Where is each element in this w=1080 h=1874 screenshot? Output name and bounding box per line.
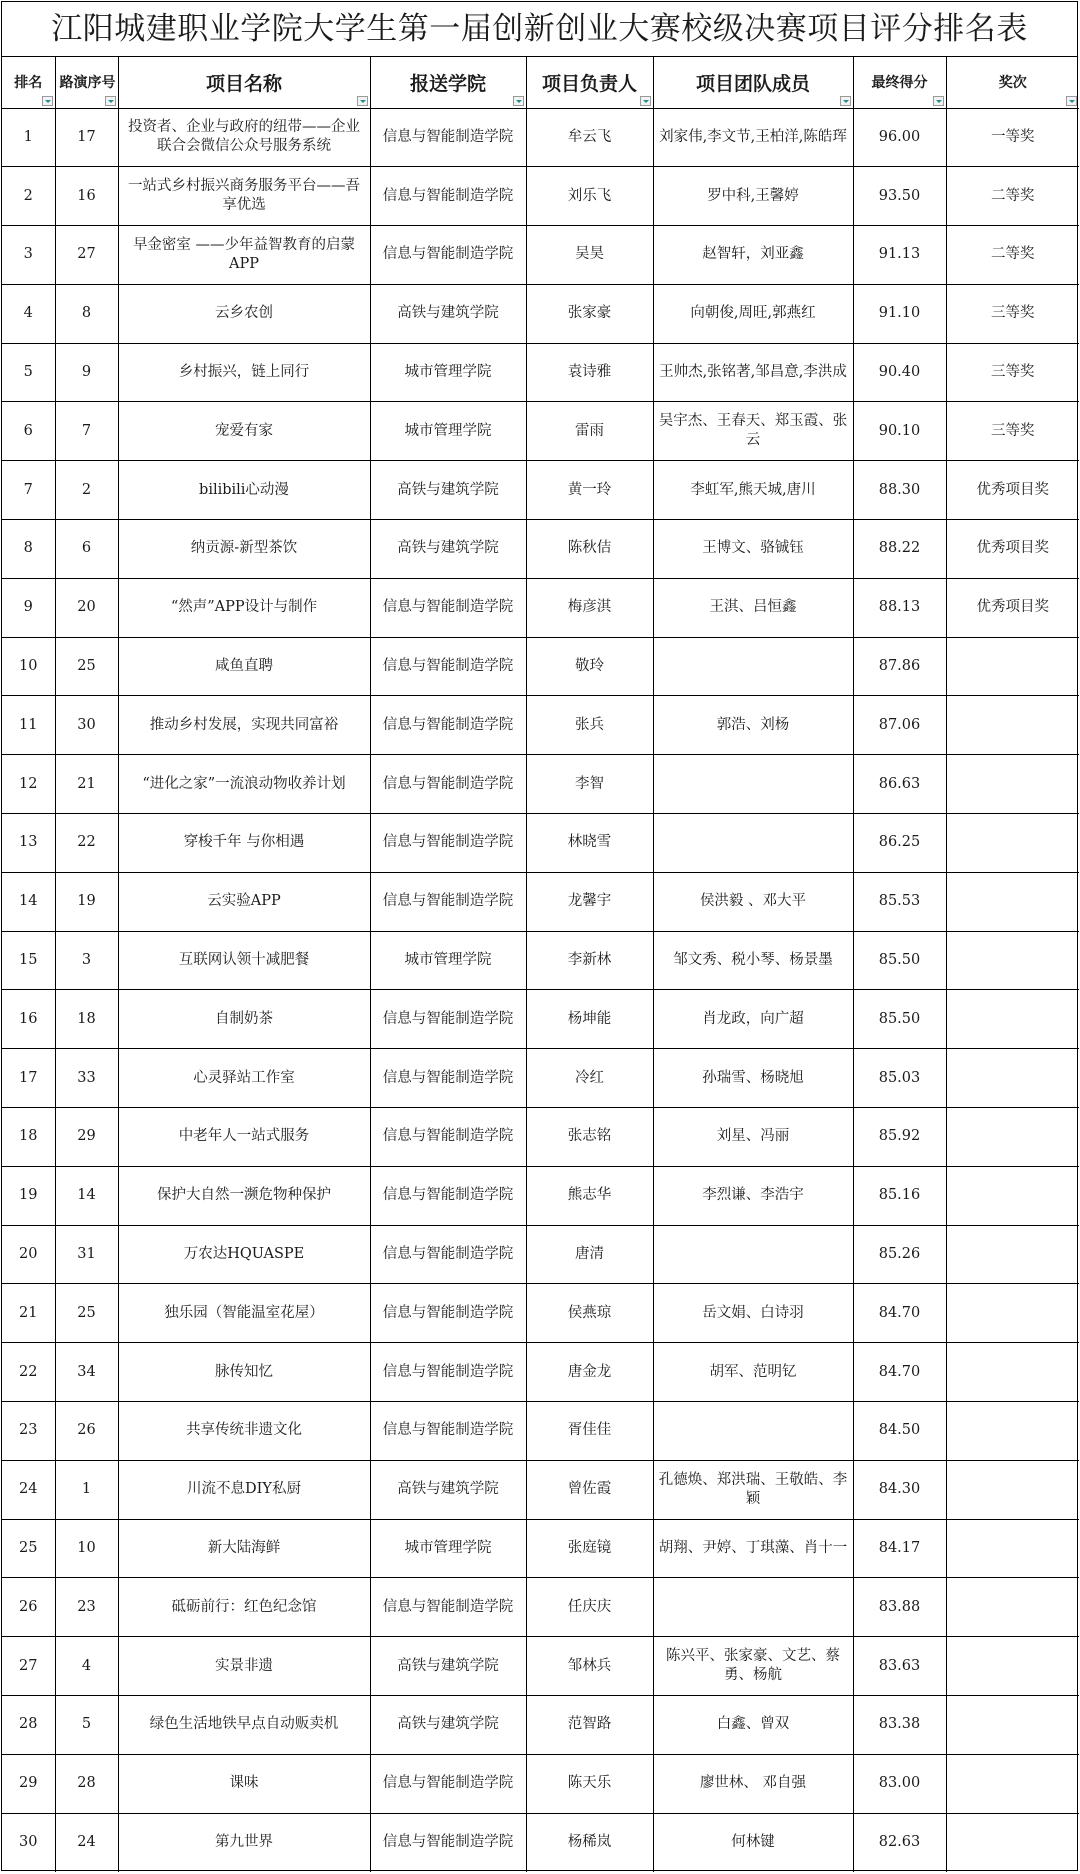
- cell-project-name[interactable]: “然声”APP设计与制作: [118, 578, 370, 637]
- cell-order[interactable]: 10: [55, 1519, 118, 1578]
- cell-college[interactable]: 信息与智能制造学院: [370, 167, 526, 226]
- cell-score[interactable]: 83.00: [853, 1754, 946, 1813]
- table-row: [2, 1225, 1079, 1284]
- cell-award[interactable]: 三等奖: [946, 284, 1079, 343]
- cell-members[interactable]: 陈兴平、张家豪、文艺、蔡勇、杨航: [653, 1637, 853, 1696]
- cell-project-name[interactable]: bilibili心动漫: [118, 461, 370, 520]
- cell-project-name[interactable]: 云实验APP: [118, 872, 370, 931]
- cell-leader[interactable]: 唐清: [526, 1225, 653, 1284]
- cell-college[interactable]: 信息与智能制造学院: [370, 1108, 526, 1167]
- cell-leader[interactable]: 李智: [526, 755, 653, 814]
- table-row: [2, 1166, 1079, 1225]
- filter-dropdown-icon[interactable]: [1066, 96, 1077, 106]
- cell-order[interactable]: 21: [55, 755, 118, 814]
- cell-members[interactable]: 侯洪毅 、邓大平: [653, 872, 853, 931]
- cell-score[interactable]: 83.63: [853, 1637, 946, 1696]
- cell-rank[interactable]: 7: [2, 461, 55, 520]
- cell-rank[interactable]: 25: [2, 1519, 55, 1578]
- table-row: [2, 1402, 1079, 1461]
- cell-college[interactable]: 城市管理学院: [370, 402, 526, 461]
- filter-dropdown-icon[interactable]: [357, 96, 368, 106]
- column-header-label: 项目团队成员: [695, 72, 810, 95]
- cell-award[interactable]: [946, 1166, 1079, 1225]
- filter-dropdown-icon[interactable]: [513, 96, 524, 106]
- table-row: [2, 1460, 1079, 1519]
- cell-score[interactable]: 90.10: [853, 402, 946, 461]
- filter-dropdown-icon[interactable]: [105, 96, 116, 106]
- cell-award[interactable]: 优秀项目奖: [946, 520, 1079, 579]
- cell-members[interactable]: 向朝俊,周旺,郭燕红: [653, 284, 853, 343]
- cell-college[interactable]: 信息与智能制造学院: [370, 1578, 526, 1637]
- filter-dropdown-icon[interactable]: [840, 96, 851, 106]
- cell-rank[interactable]: 1: [2, 108, 55, 167]
- cell-order[interactable]: 19: [55, 872, 118, 931]
- cell-college[interactable]: 信息与智能制造学院: [370, 637, 526, 696]
- cell-score[interactable]: 85.50: [853, 990, 946, 1049]
- cell-project-name[interactable]: 第九世界: [118, 1813, 370, 1872]
- cell-score[interactable]: 96.00: [853, 108, 946, 167]
- table-row: [2, 1578, 1079, 1637]
- column-header-project-name: [118, 57, 370, 108]
- cell-leader[interactable]: 唐金龙: [526, 1343, 653, 1402]
- table-row: [2, 872, 1079, 931]
- table-body: [2, 108, 1079, 1872]
- cell-rank[interactable]: 27: [2, 1637, 55, 1696]
- cell-college[interactable]: 信息与智能制造学院: [370, 1754, 526, 1813]
- table-row: [2, 1519, 1079, 1578]
- cell-order[interactable]: 29: [55, 1108, 118, 1167]
- cell-order[interactable]: 3: [55, 931, 118, 990]
- cell-score[interactable]: 85.92: [853, 1108, 946, 1167]
- filter-dropdown-icon[interactable]: [640, 96, 651, 106]
- cell-order[interactable]: 33: [55, 1049, 118, 1108]
- cell-project-name[interactable]: 云乡农创: [118, 284, 370, 343]
- cell-order[interactable]: 17: [55, 108, 118, 167]
- cell-order[interactable]: 1: [55, 1460, 118, 1519]
- column-header-label: 奖次: [998, 75, 1027, 92]
- cell-rank[interactable]: 24: [2, 1460, 55, 1519]
- cell-project-name[interactable]: 新大陆海鲜: [118, 1519, 370, 1578]
- cell-award[interactable]: [946, 814, 1079, 873]
- cell-project-name[interactable]: 早金密室 ——少年益智教育的启蒙APP: [118, 226, 370, 285]
- cell-score[interactable]: 83.88: [853, 1578, 946, 1637]
- cell-members[interactable]: [653, 755, 853, 814]
- cell-order[interactable]: 28: [55, 1754, 118, 1813]
- cell-rank[interactable]: 11: [2, 696, 55, 755]
- cell-rank[interactable]: 26: [2, 1578, 55, 1637]
- cell-members[interactable]: 胡军、范明钇: [653, 1343, 853, 1402]
- cell-rank[interactable]: 9: [2, 578, 55, 637]
- cell-award[interactable]: [946, 1460, 1079, 1519]
- cell-leader[interactable]: 张兵: [526, 696, 653, 755]
- cell-award[interactable]: [946, 1519, 1079, 1578]
- cell-score[interactable]: 84.70: [853, 1343, 946, 1402]
- cell-project-name[interactable]: 穿梭千年 与你相遇: [118, 814, 370, 873]
- cell-project-name[interactable]: 砥砺前行：红色纪念馆: [118, 1578, 370, 1637]
- cell-college[interactable]: 信息与智能制造学院: [370, 1813, 526, 1872]
- cell-award[interactable]: 三等奖: [946, 343, 1079, 402]
- cell-rank[interactable]: 23: [2, 1402, 55, 1461]
- cell-award[interactable]: [946, 1754, 1079, 1813]
- column-header-leader: [526, 57, 653, 108]
- cell-award[interactable]: [946, 1225, 1079, 1284]
- cell-rank[interactable]: 22: [2, 1343, 55, 1402]
- cell-score[interactable]: 84.50: [853, 1402, 946, 1461]
- cell-score[interactable]: 87.06: [853, 696, 946, 755]
- cell-members[interactable]: 郭浩、刘杨: [653, 696, 853, 755]
- cell-order[interactable]: 24: [55, 1813, 118, 1872]
- cell-college[interactable]: 信息与智能制造学院: [370, 872, 526, 931]
- cell-score[interactable]: 90.40: [853, 343, 946, 402]
- cell-order[interactable]: 25: [55, 1284, 118, 1343]
- cell-award[interactable]: [946, 1578, 1079, 1637]
- table-row: [2, 108, 1079, 167]
- table-row: [2, 696, 1079, 755]
- cell-rank[interactable]: 6: [2, 402, 55, 461]
- table-row: [2, 755, 1079, 814]
- cell-rank[interactable]: 12: [2, 755, 55, 814]
- cell-order[interactable]: 18: [55, 990, 118, 1049]
- cell-project-name[interactable]: 纳贡源-新型茶饮: [118, 520, 370, 579]
- table-row: [2, 1343, 1079, 1402]
- cell-score[interactable]: 85.50: [853, 931, 946, 990]
- cell-project-name[interactable]: 中老年人一站式服务: [118, 1108, 370, 1167]
- header-row: [2, 57, 1079, 108]
- cell-score[interactable]: 85.16: [853, 1166, 946, 1225]
- cell-college[interactable]: 高铁与建筑学院: [370, 1460, 526, 1519]
- cell-rank[interactable]: 15: [2, 931, 55, 990]
- table-row: [2, 814, 1079, 873]
- cell-project-name[interactable]: 川流不息DIY私厨: [118, 1460, 370, 1519]
- cell-rank[interactable]: 14: [2, 872, 55, 931]
- cell-college[interactable]: 城市管理学院: [370, 931, 526, 990]
- cell-leader[interactable]: 邹林兵: [526, 1637, 653, 1696]
- cell-members[interactable]: 刘家伟,李文节,王柏洋,陈皓珲: [653, 108, 853, 167]
- table-row: [2, 931, 1079, 990]
- cell-award[interactable]: 一等奖: [946, 108, 1079, 167]
- table-row: [2, 990, 1079, 1049]
- cell-score[interactable]: 88.13: [853, 578, 946, 637]
- cell-college[interactable]: 高铁与建筑学院: [370, 520, 526, 579]
- cell-college[interactable]: 信息与智能制造学院: [370, 814, 526, 873]
- cell-members[interactable]: 岳文娟、白诗羽: [653, 1284, 853, 1343]
- cell-award[interactable]: [946, 1696, 1079, 1755]
- cell-order[interactable]: 6: [55, 520, 118, 579]
- cell-members[interactable]: 邹文秀、税小琴、杨景墨: [653, 931, 853, 990]
- cell-leader[interactable]: 黄一玲: [526, 461, 653, 520]
- cell-award[interactable]: [946, 1813, 1079, 1872]
- cell-order[interactable]: 4: [55, 1637, 118, 1696]
- cell-leader[interactable]: 袁诗雅: [526, 343, 653, 402]
- cell-project-name[interactable]: 心灵驿站工作室: [118, 1049, 370, 1108]
- column-header-award: [946, 57, 1079, 108]
- cell-college[interactable]: 信息与智能制造学院: [370, 696, 526, 755]
- cell-score[interactable]: 85.26: [853, 1225, 946, 1284]
- cell-score[interactable]: 86.63: [853, 755, 946, 814]
- cell-leader[interactable]: 范智路: [526, 1696, 653, 1755]
- cell-members[interactable]: [653, 1402, 853, 1461]
- cell-award[interactable]: [946, 696, 1079, 755]
- cell-score[interactable]: 91.10: [853, 284, 946, 343]
- cell-leader[interactable]: 林晓雪: [526, 814, 653, 873]
- cell-members[interactable]: 李虹军,熊天城,唐川: [653, 461, 853, 520]
- cell-rank[interactable]: 28: [2, 1696, 55, 1755]
- cell-rank[interactable]: 13: [2, 814, 55, 873]
- cell-leader[interactable]: 任庆庆: [526, 1578, 653, 1637]
- cell-award[interactable]: [946, 755, 1079, 814]
- cell-score[interactable]: 91.13: [853, 226, 946, 285]
- cell-members[interactable]: 李烈谦、李浩宇: [653, 1166, 853, 1225]
- cell-score[interactable]: 85.53: [853, 872, 946, 931]
- cell-members[interactable]: 刘星、冯丽: [653, 1108, 853, 1167]
- cell-order[interactable]: 23: [55, 1578, 118, 1637]
- cell-score[interactable]: 85.03: [853, 1049, 946, 1108]
- cell-members[interactable]: 王博文、骆铖钰: [653, 520, 853, 579]
- cell-members[interactable]: [653, 637, 853, 696]
- cell-college[interactable]: 城市管理学院: [370, 343, 526, 402]
- table-row: [2, 520, 1079, 579]
- ranking-table: [2, 57, 1079, 1872]
- table-row: [2, 343, 1079, 402]
- column-header-label: 项目负责人: [541, 72, 637, 95]
- cell-rank[interactable]: 29: [2, 1754, 55, 1813]
- cell-project-name[interactable]: 一站式乡村振兴商务服务平台——吾享优选: [118, 167, 370, 226]
- cell-project-name[interactable]: 互联网认领十减肥餐: [118, 931, 370, 990]
- column-header-rank: [2, 57, 55, 108]
- cell-college[interactable]: 高铁与建筑学院: [370, 1637, 526, 1696]
- cell-leader[interactable]: 冷红: [526, 1049, 653, 1108]
- cell-leader[interactable]: 陈天乐: [526, 1754, 653, 1813]
- cell-award[interactable]: [946, 1049, 1079, 1108]
- cell-project-name[interactable]: 推动乡村发展，实现共同富裕: [118, 696, 370, 755]
- table-row: [2, 1754, 1079, 1813]
- sheet-title: 江阳城建职业学院大学生第一届创新创业大赛校级决赛项目评分排名表: [2, 2, 1077, 57]
- cell-rank[interactable]: 19: [2, 1166, 55, 1225]
- cell-order[interactable]: 9: [55, 343, 118, 402]
- cell-college[interactable]: 高铁与建筑学院: [370, 284, 526, 343]
- cell-score[interactable]: 84.30: [853, 1460, 946, 1519]
- column-header-label: 项目名称: [205, 72, 282, 95]
- cell-score[interactable]: 88.30: [853, 461, 946, 520]
- cell-rank[interactable]: 3: [2, 226, 55, 285]
- cell-leader[interactable]: 杨稀岚: [526, 1813, 653, 1872]
- cell-rank[interactable]: 16: [2, 990, 55, 1049]
- cell-order[interactable]: 31: [55, 1225, 118, 1284]
- cell-leader[interactable]: 杨坤能: [526, 990, 653, 1049]
- cell-project-name[interactable]: 脉传知忆: [118, 1343, 370, 1402]
- cell-order[interactable]: 16: [55, 167, 118, 226]
- cell-award[interactable]: [946, 872, 1079, 931]
- cell-award[interactable]: [946, 931, 1079, 990]
- cell-order[interactable]: 22: [55, 814, 118, 873]
- cell-project-name[interactable]: 自制奶茶: [118, 990, 370, 1049]
- cell-rank[interactable]: 8: [2, 520, 55, 579]
- cell-project-name[interactable]: 咸鱼直聘: [118, 637, 370, 696]
- cell-award[interactable]: 优秀项目奖: [946, 461, 1079, 520]
- cell-order[interactable]: 20: [55, 578, 118, 637]
- cell-leader[interactable]: 张庭镜: [526, 1519, 653, 1578]
- cell-score[interactable]: 93.50: [853, 167, 946, 226]
- cell-leader[interactable]: 梅彦淇: [526, 578, 653, 637]
- table-row: [2, 1284, 1079, 1343]
- cell-leader[interactable]: 李新林: [526, 931, 653, 990]
- cell-score[interactable]: 83.38: [853, 1696, 946, 1755]
- cell-college[interactable]: 信息与智能制造学院: [370, 1284, 526, 1343]
- cell-members[interactable]: 胡翔、尹婷、丁琪藻、肖十一: [653, 1519, 853, 1578]
- cell-members[interactable]: 吴宇杰、王春天、郑玉霞、张云: [653, 402, 853, 461]
- cell-leader[interactable]: 胥佳佳: [526, 1402, 653, 1461]
- cell-college[interactable]: 信息与智能制造学院: [370, 990, 526, 1049]
- column-header-college: [370, 57, 526, 108]
- cell-score[interactable]: 84.70: [853, 1284, 946, 1343]
- column-header-label: 路演序号: [59, 75, 116, 92]
- table-row: [2, 1637, 1079, 1696]
- cell-leader[interactable]: 龙馨宇: [526, 872, 653, 931]
- table-row: [2, 402, 1079, 461]
- cell-award[interactable]: [946, 637, 1079, 696]
- cell-college[interactable]: 信息与智能制造学院: [370, 1343, 526, 1402]
- cell-project-name[interactable]: “进化之家”一流浪动物收养计划: [118, 755, 370, 814]
- cell-leader[interactable]: 张志铭: [526, 1108, 653, 1167]
- cell-members[interactable]: [653, 1225, 853, 1284]
- cell-college[interactable]: 信息与智能制造学院: [370, 755, 526, 814]
- cell-rank[interactable]: 17: [2, 1049, 55, 1108]
- cell-rank[interactable]: 4: [2, 284, 55, 343]
- column-header-members: [653, 57, 853, 108]
- cell-order[interactable]: 27: [55, 226, 118, 285]
- filter-dropdown-icon[interactable]: [42, 96, 53, 106]
- cell-project-name[interactable]: 课味: [118, 1754, 370, 1813]
- cell-award[interactable]: 二等奖: [946, 167, 1079, 226]
- cell-order[interactable]: 2: [55, 461, 118, 520]
- cell-rank[interactable]: 2: [2, 167, 55, 226]
- cell-project-name[interactable]: 独乐园（智能温室花屋）: [118, 1284, 370, 1343]
- cell-leader[interactable]: 熊志华: [526, 1166, 653, 1225]
- cell-members[interactable]: 王淇、吕恒鑫: [653, 578, 853, 637]
- cell-score[interactable]: 82.63: [853, 1813, 946, 1872]
- score-sheet: [1, 1, 1078, 1871]
- cell-members[interactable]: 何林键: [653, 1813, 853, 1872]
- cell-members[interactable]: 廖世林、 邓自强: [653, 1754, 853, 1813]
- table-row: [2, 1813, 1079, 1872]
- cell-rank[interactable]: 10: [2, 637, 55, 696]
- cell-project-name[interactable]: 实景非遗: [118, 1637, 370, 1696]
- cell-award[interactable]: [946, 1108, 1079, 1167]
- cell-leader[interactable]: 侯燕琼: [526, 1284, 653, 1343]
- cell-project-name[interactable]: 投资者、企业与政府的纽带——企业联合会微信公众号服务系统: [118, 108, 370, 167]
- cell-score[interactable]: 88.22: [853, 520, 946, 579]
- cell-award[interactable]: 二等奖: [946, 226, 1079, 285]
- cell-score[interactable]: 86.25: [853, 814, 946, 873]
- cell-order[interactable]: 14: [55, 1166, 118, 1225]
- cell-members[interactable]: [653, 1578, 853, 1637]
- column-header-label: 排名: [14, 75, 43, 92]
- cell-award[interactable]: 三等奖: [946, 402, 1079, 461]
- cell-award[interactable]: [946, 990, 1079, 1049]
- cell-award[interactable]: 优秀项目奖: [946, 578, 1079, 637]
- cell-project-name[interactable]: 乡村振兴，链上同行: [118, 343, 370, 402]
- column-header-label: 最终得分: [871, 75, 928, 92]
- table-row: [2, 461, 1079, 520]
- cell-leader[interactable]: 陈秋佶: [526, 520, 653, 579]
- cell-order[interactable]: 8: [55, 284, 118, 343]
- cell-award[interactable]: [946, 1637, 1079, 1696]
- cell-leader[interactable]: 张家豪: [526, 284, 653, 343]
- column-header-label: 报送学院: [409, 72, 486, 95]
- cell-order[interactable]: 26: [55, 1402, 118, 1461]
- cell-college[interactable]: 信息与智能制造学院: [370, 1402, 526, 1461]
- cell-college[interactable]: 信息与智能制造学院: [370, 1049, 526, 1108]
- cell-award[interactable]: [946, 1343, 1079, 1402]
- cell-order[interactable]: 7: [55, 402, 118, 461]
- cell-college[interactable]: 信息与智能制造学院: [370, 108, 526, 167]
- cell-leader[interactable]: 牟云飞: [526, 108, 653, 167]
- table-row: [2, 578, 1079, 637]
- cell-members[interactable]: 白鑫、曾双: [653, 1696, 853, 1755]
- cell-college[interactable]: 高铁与建筑学院: [370, 1696, 526, 1755]
- cell-college[interactable]: 信息与智能制造学院: [370, 226, 526, 285]
- cell-members[interactable]: 孙瑞雪、杨晓旭: [653, 1049, 853, 1108]
- cell-members[interactable]: 孔德焕、郑洪瑞、王敬皓、李颖: [653, 1460, 853, 1519]
- cell-order[interactable]: 34: [55, 1343, 118, 1402]
- cell-leader[interactable]: 雷雨: [526, 402, 653, 461]
- cell-leader[interactable]: 吴昊: [526, 226, 653, 285]
- cell-project-name[interactable]: 绿色生活地铁早点自动贩卖机: [118, 1696, 370, 1755]
- table-row: [2, 284, 1079, 343]
- cell-college[interactable]: 信息与智能制造学院: [370, 578, 526, 637]
- cell-leader[interactable]: 敬玲: [526, 637, 653, 696]
- table-row: [2, 1108, 1079, 1167]
- cell-college[interactable]: 信息与智能制造学院: [370, 1166, 526, 1225]
- cell-college[interactable]: 高铁与建筑学院: [370, 461, 526, 520]
- cell-members[interactable]: 赵智轩，刘亚鑫: [653, 226, 853, 285]
- cell-members[interactable]: 罗中科,王馨婷: [653, 167, 853, 226]
- cell-score[interactable]: 87.86: [853, 637, 946, 696]
- cell-leader[interactable]: 刘乐飞: [526, 167, 653, 226]
- cell-rank[interactable]: 5: [2, 343, 55, 402]
- cell-members[interactable]: [653, 814, 853, 873]
- cell-rank[interactable]: 18: [2, 1108, 55, 1167]
- cell-members[interactable]: 王帅杰,张铭著,邹昌意,李洪成: [653, 343, 853, 402]
- cell-score[interactable]: 84.17: [853, 1519, 946, 1578]
- cell-project-name[interactable]: 保护大自然一濒危物种保护: [118, 1166, 370, 1225]
- cell-college[interactable]: 信息与智能制造学院: [370, 1225, 526, 1284]
- cell-rank[interactable]: 20: [2, 1225, 55, 1284]
- cell-award[interactable]: [946, 1284, 1079, 1343]
- cell-award[interactable]: [946, 1402, 1079, 1461]
- cell-project-name[interactable]: 共享传统非遗文化: [118, 1402, 370, 1461]
- column-header-order: [55, 57, 118, 108]
- table-row: [2, 637, 1079, 696]
- cell-rank[interactable]: 21: [2, 1284, 55, 1343]
- cell-project-name[interactable]: 万农达HQUASPE: [118, 1225, 370, 1284]
- cell-college[interactable]: 城市管理学院: [370, 1519, 526, 1578]
- cell-rank[interactable]: 30: [2, 1813, 55, 1872]
- table-row: [2, 1049, 1079, 1108]
- cell-members[interactable]: 肖龙政，向广超: [653, 990, 853, 1049]
- table-row: [2, 1696, 1079, 1755]
- filter-dropdown-icon[interactable]: [933, 96, 944, 106]
- cell-order[interactable]: 5: [55, 1696, 118, 1755]
- table-row: [2, 167, 1079, 226]
- cell-order[interactable]: 30: [55, 696, 118, 755]
- cell-order[interactable]: 25: [55, 637, 118, 696]
- column-header-score: [853, 57, 946, 108]
- cell-project-name[interactable]: 宠爱有家: [118, 402, 370, 461]
- cell-leader[interactable]: 曾佐霞: [526, 1460, 653, 1519]
- table-row: [2, 226, 1079, 285]
